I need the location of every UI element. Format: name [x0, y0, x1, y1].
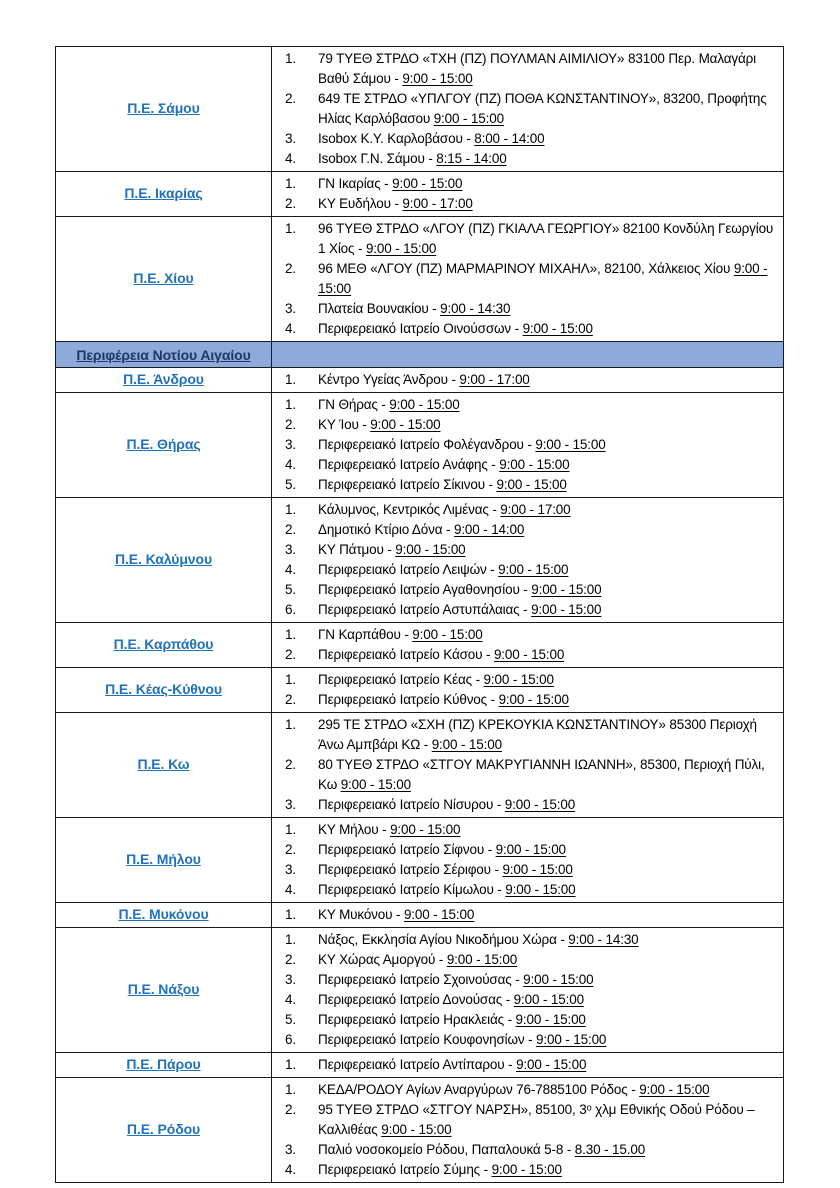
- table-row: [56, 393, 784, 498]
- location-text: Περιφερειακό Ιατρείο Κάσου -: [318, 647, 494, 662]
- list-item: [272, 89, 779, 129]
- section-empty-cell: [272, 342, 784, 368]
- hours-text: 9:00 - 17:00: [500, 502, 571, 517]
- hours-text: 9:00 - 15:00: [535, 437, 606, 452]
- list-item: [272, 1140, 779, 1160]
- list-item: [272, 1010, 779, 1030]
- location-text: Δημοτικό Κτίριο Δόνα -: [318, 522, 454, 537]
- location-text: Περιφερειακό Ιατρείο Αστυπάλαιας -: [318, 602, 532, 617]
- location-text: 649 ΤΕ ΣΤΡΔΟ «ΥΠΛΓΟΥ (ΠΖ) ΠΟΘΑ ΚΩΝΣΤΑΝΤΙΝΟΥ», 83200, Προφήτης Ηλίας Καρλόβασου: [318, 91, 767, 126]
- list-item: [272, 299, 779, 319]
- hours-text: 9:00 - 15:00: [431, 737, 502, 752]
- region-label-cell: [56, 498, 272, 623]
- hours-text: 9:00 - 17:00: [402, 196, 473, 211]
- schedule-table: [55, 46, 784, 1183]
- list-item: [272, 475, 779, 495]
- location-text: ΓΝ Ικαρίας -: [318, 176, 393, 191]
- table-row: [56, 713, 784, 818]
- list-item: [272, 1100, 779, 1140]
- location-text: 80 ΤΥΕΘ ΣΤΡΔΟ «ΣΤΓΟΥ ΜΑΚΡΥΓΙΑΝΝΗ ΙΩΑΝΝΗ», 85300, Περιοχή Πύλι, Κω: [318, 757, 765, 792]
- table-row: [56, 368, 784, 393]
- region-label-cell: [56, 47, 272, 172]
- hours-text: 9:00 - 15:00: [389, 397, 460, 412]
- list-item: [272, 520, 779, 540]
- hours-text: 9:00 - 15:00: [498, 692, 569, 707]
- region-link[interactable]: Π.Ε. Ρόδου: [126, 1121, 201, 1137]
- location-list: [272, 820, 779, 900]
- list-item: [272, 880, 779, 900]
- location-text: ΓΝ Θήρας -: [318, 397, 390, 412]
- section-title: Περιφέρεια Νοτίου Αιγαίου: [76, 346, 251, 363]
- list-item: [272, 219, 779, 259]
- location-text: ΚΥ Ίου -: [318, 417, 371, 432]
- list-item: [272, 950, 779, 970]
- region-label-cell: [56, 393, 272, 498]
- region-label-cell: [56, 668, 272, 713]
- table-row: [56, 498, 784, 623]
- location-text: ΚΕΔΑ/ΡΟΔΟΥ Αγίων Αναργύρων 76-7885100 Ρόδος -: [318, 1082, 640, 1097]
- location-text: Περιφερειακό Ιατρείο Κουφονησίων -: [318, 1032, 537, 1047]
- list-item: [272, 415, 779, 435]
- list-item: [272, 319, 779, 339]
- list-item: [272, 755, 779, 795]
- table-row: [56, 1078, 784, 1183]
- location-text: ΓΝ Καρπάθου -: [318, 627, 413, 642]
- list-item: [272, 690, 779, 710]
- location-list: [272, 370, 779, 390]
- region-label-cell: [56, 903, 272, 928]
- list-item: [272, 435, 779, 455]
- hours-text: 9:00 - 15:00: [505, 882, 576, 897]
- region-link[interactable]: Π.Ε. Μυκόνου: [118, 906, 209, 922]
- hours-text: 9:00 - 15:00: [499, 457, 570, 472]
- list-item: [272, 259, 779, 299]
- location-list: [272, 905, 779, 925]
- hours-text: 9:00 - 15:00: [395, 542, 466, 557]
- location-text: Περιφερειακό Ιατρείο Οινούσσων -: [318, 321, 523, 336]
- locations-cell: [272, 713, 784, 818]
- list-item: [272, 129, 779, 149]
- list-item: [272, 174, 779, 194]
- location-text: ΚΥ Πάτμου -: [318, 542, 396, 557]
- hours-text: 9:00 - 15:00: [483, 672, 554, 687]
- location-text: Περιφερειακό Ιατρείο Σίκινου -: [318, 477, 497, 492]
- list-item: [272, 580, 779, 600]
- region-label-cell: [56, 623, 272, 668]
- region-link[interactable]: Π.Ε. Νάξου: [127, 981, 200, 997]
- location-list: [272, 395, 779, 495]
- hours-text: 9:00 - 15:00: [402, 71, 473, 86]
- location-text: Κάλυμνος, Κεντρικός Λιμένας -: [318, 502, 501, 517]
- location-text: ΚΥ Ευδήλου -: [318, 196, 403, 211]
- list-item: [272, 149, 779, 169]
- hours-text: 9:00 - 15:00: [493, 647, 565, 662]
- locations-cell: [272, 217, 784, 342]
- hours-text: 9:00 - 15:00: [496, 477, 567, 492]
- hours-text: 8:00 - 14:00: [474, 131, 545, 146]
- list-item: [272, 1080, 779, 1100]
- list-item: [272, 500, 779, 520]
- hours-text: 9:00 - 15:00: [390, 822, 461, 837]
- hours-text: 8.30 - 15.00: [574, 1142, 646, 1157]
- location-text: Isobox Κ.Υ. Καρλοβάσου -: [318, 131, 475, 146]
- section-label-cell: [56, 342, 272, 368]
- location-text: Περιφερειακό Ιατρείο Σίφνου -: [318, 842, 496, 857]
- location-list: [272, 219, 779, 339]
- region-label-cell: [56, 818, 272, 903]
- location-text: Περιφερειακό Ιατρείο Λειψών -: [318, 562, 499, 577]
- region-label-cell: [56, 1053, 272, 1078]
- locations-cell: [272, 1053, 784, 1078]
- table-row: [56, 47, 784, 172]
- locations-cell: [272, 903, 784, 928]
- section-header-row: [56, 342, 784, 368]
- hours-text: 9:00 - 15:00: [531, 582, 602, 597]
- list-item: [272, 860, 779, 880]
- region-link[interactable]: Π.Ε. Κέας-Κύθνου: [105, 681, 222, 697]
- hours-text: 9:00 - 14:00: [453, 522, 525, 537]
- region-link[interactable]: Π.Ε. Χίου: [133, 270, 194, 286]
- location-list: [272, 625, 779, 665]
- locations-cell: [272, 172, 784, 217]
- region-link[interactable]: Π.Ε. Μήλου: [126, 851, 201, 867]
- table-row: [56, 1053, 784, 1078]
- location-text: Κέντρο Υγείας Άνδρου -: [318, 372, 460, 387]
- hours-text: 9:00 - 15:00: [513, 992, 584, 1007]
- location-text: 96 ΤΥΕΘ ΣΤΡΔΟ «ΛΓΟΥ (ΠΖ) ΓΚΙΑΛΑ ΓΕΩΡΓΙΟΥ» 82100 Κονδύλη Γεωργίου 1 Χίος -: [318, 221, 774, 256]
- location-text: Περιφερειακό Ιατρείο Σύμης -: [318, 1162, 492, 1177]
- hours-text: 9:00 - 15:00: [446, 952, 518, 967]
- hours-text: 9:00 - 15:00: [516, 1057, 587, 1072]
- hours-text: 9:00 - 15:00: [531, 602, 602, 617]
- region-label-cell: [56, 1078, 272, 1183]
- list-item: [272, 600, 779, 620]
- hours-text: 9:00 - 15:00: [403, 907, 475, 922]
- location-text: Περιφερειακό Ιατρείο Κύθνος -: [318, 692, 499, 707]
- hours-text: 9:00 - 15:00: [495, 842, 566, 857]
- location-text: ΚΥ Μυκόνου -: [318, 907, 404, 922]
- list-item: [272, 670, 779, 690]
- locations-cell: [272, 1078, 784, 1183]
- hours-text: 9:00 - 15:00: [491, 1162, 562, 1177]
- table-row: [56, 928, 784, 1053]
- list-item: [272, 370, 779, 390]
- location-text: Isobox Γ.Ν. Σάμου -: [318, 151, 437, 166]
- location-text: Περιφερειακό Ιατρείο Αγαθονησίου -: [318, 582, 532, 597]
- list-item: [272, 840, 779, 860]
- hours-text: 8:15 - 14:00: [436, 151, 507, 166]
- list-item: [272, 1030, 779, 1050]
- table-row: [56, 172, 784, 217]
- location-text: Περιφερειακό Ιατρείο Κίμωλου -: [318, 882, 506, 897]
- location-list: [272, 174, 779, 214]
- region-label-cell: [56, 713, 272, 818]
- hours-text: 9:00 - 15:00: [522, 321, 593, 336]
- hours-text: 9:00 - 15:00: [639, 1082, 710, 1097]
- location-list: [272, 1080, 779, 1180]
- list-item: [272, 625, 779, 645]
- location-text: Περιφερειακό Ιατρείο Ηρακλειάς -: [318, 1012, 516, 1027]
- hours-text: 9:00 - 15:00: [515, 1012, 586, 1027]
- region-link[interactable]: Π.Ε. Άνδρου: [123, 371, 204, 387]
- hours-text: 9:00 - 14:30: [568, 932, 639, 947]
- list-item: [272, 540, 779, 560]
- region-label-cell: [56, 928, 272, 1053]
- location-text: Παλιό νοσοκομείο Ρόδου, Παπαλουκά 5-8 -: [318, 1142, 575, 1157]
- hours-text: 9:00 - 15:00: [318, 261, 768, 296]
- location-text: Περιφερειακό Ιατρείο Ανάφης -: [318, 457, 500, 472]
- list-item: [272, 795, 779, 815]
- location-list: [272, 500, 779, 620]
- locations-cell: [272, 668, 784, 713]
- hours-text: 9:00 - 15:00: [433, 111, 504, 126]
- location-text: Περιφερειακό Ιατρείο Νίσυρου -: [318, 797, 505, 812]
- region-label-cell: [56, 217, 272, 342]
- locations-cell: [272, 623, 784, 668]
- location-text: 295 ΤΕ ΣΤΡΔΟ «ΣΧΗ (ΠΖ) ΚΡΕΚΟΥΚΙΑ ΚΩΝΣΤΑΝΤΙΝΟΥ» 85300 Περιοχή Άνω Αμπβάρι ΚΩ -: [318, 717, 757, 752]
- region-link[interactable]: Π.Ε. Κω: [137, 756, 190, 772]
- region-link[interactable]: Π.Ε. Σάμου: [127, 100, 200, 116]
- list-item: [272, 820, 779, 840]
- list-item: [272, 1160, 779, 1180]
- list-item: [272, 49, 779, 89]
- list-item: [272, 930, 779, 950]
- list-item: [272, 715, 779, 755]
- location-text: Περιφερειακό Ιατρείο Κέας -: [318, 672, 484, 687]
- location-list: [272, 930, 779, 1050]
- list-item: [272, 560, 779, 580]
- location-list: [272, 1055, 779, 1075]
- region-link[interactable]: Π.Ε. Θήρας: [126, 436, 201, 452]
- location-text: 96 ΜΕΘ «ΛΓΟΥ (ΠΖ) ΜΑΡΜΑΡΙΝΟΥ ΜΙΧΑΗΛ», 82100, Χάλκειος Χίου: [318, 261, 734, 276]
- table-row: [56, 623, 784, 668]
- hours-text: 9:00 - 15:00: [412, 627, 483, 642]
- location-text: Περιφερειακό Ιατρείο Σχοινούσας -: [318, 972, 524, 987]
- table-row: [56, 217, 784, 342]
- location-text: Νάξος, Εκκλησία Αγίου Νικοδήμου Χώρα -: [318, 932, 569, 947]
- location-text: ΚΥ Μήλου -: [318, 822, 391, 837]
- location-text: 79 ΤΥΕΘ ΣΤΡΔΟ «ΤΧΗ (ΠΖ) ΠΟΥΛΜΑΝ ΑΙΜΙΛΙΟΥ» 83100 Περ. Μαλαγάρι Βαθύ Σάμου -: [318, 51, 757, 86]
- list-item: [272, 905, 779, 925]
- location-text: 95 ΤΥΕΘ ΣΤΡΔΟ «ΣΤΓΟΥ ΝΑΡΣΗ», 85100, 3ᵒ χλμ Εθνικής Οδού Ρόδου – Καλλιθέας: [318, 1102, 755, 1137]
- hours-text: 9:00 - 17:00: [459, 372, 530, 387]
- hours-text: 9:00 - 15:00: [381, 1122, 452, 1137]
- list-item: [272, 395, 779, 415]
- region-label-cell: [56, 172, 272, 217]
- hours-text: 9:00 - 15:00: [502, 862, 573, 877]
- region-link[interactable]: Π.Ε. Ικαρίας: [124, 185, 203, 201]
- region-link[interactable]: Π.Ε. Πάρου: [126, 1056, 201, 1072]
- hours-text: 9:00 - 15:00: [498, 562, 569, 577]
- hours-text: 9:00 - 15:00: [504, 797, 576, 812]
- location-list: [272, 715, 779, 815]
- location-text: Περιφερειακό Ιατρείο Δονούσας -: [318, 992, 514, 1007]
- table-row: [56, 818, 784, 903]
- hours-text: 9:00 - 14:30: [440, 301, 511, 316]
- locations-cell: [272, 498, 784, 623]
- list-item: [272, 990, 779, 1010]
- region-link[interactable]: Π.Ε. Καρπάθου: [113, 636, 214, 652]
- location-list: [272, 49, 779, 169]
- location-text: Πλατεία Βουνακίου -: [318, 301, 441, 316]
- location-list: [272, 670, 779, 710]
- region-link[interactable]: Π.Ε. Καλύμνου: [115, 551, 212, 567]
- table-row: [56, 668, 784, 713]
- locations-cell: [272, 368, 784, 393]
- hours-text: 9:00 - 15:00: [365, 241, 437, 256]
- list-item: [272, 1055, 779, 1075]
- locations-cell: [272, 47, 784, 172]
- hours-text: 9:00 - 15:00: [340, 777, 411, 792]
- location-text: Περιφερειακό Ιατρείο Σέριφου -: [318, 862, 503, 877]
- locations-cell: [272, 393, 784, 498]
- locations-cell: [272, 818, 784, 903]
- list-item: [272, 645, 779, 665]
- hours-text: 9:00 - 15:00: [536, 1032, 607, 1047]
- location-text: ΚΥ Χώρας Αμοργού -: [318, 952, 447, 967]
- region-label-cell: [56, 368, 272, 393]
- location-text: Περιφερειακό Ιατρείο Φολέγανδρου -: [318, 437, 536, 452]
- hours-text: 9:00 - 15:00: [370, 417, 441, 432]
- hours-text: 9:00 - 15:00: [523, 972, 594, 987]
- list-item: [272, 970, 779, 990]
- list-item: [272, 194, 779, 214]
- hours-text: 9:00 - 15:00: [392, 176, 463, 191]
- locations-cell: [272, 928, 784, 1053]
- list-item: [272, 455, 779, 475]
- location-text: Περιφερειακό Ιατρείο Αντίπαρου -: [318, 1057, 517, 1072]
- table-row: [56, 903, 784, 928]
